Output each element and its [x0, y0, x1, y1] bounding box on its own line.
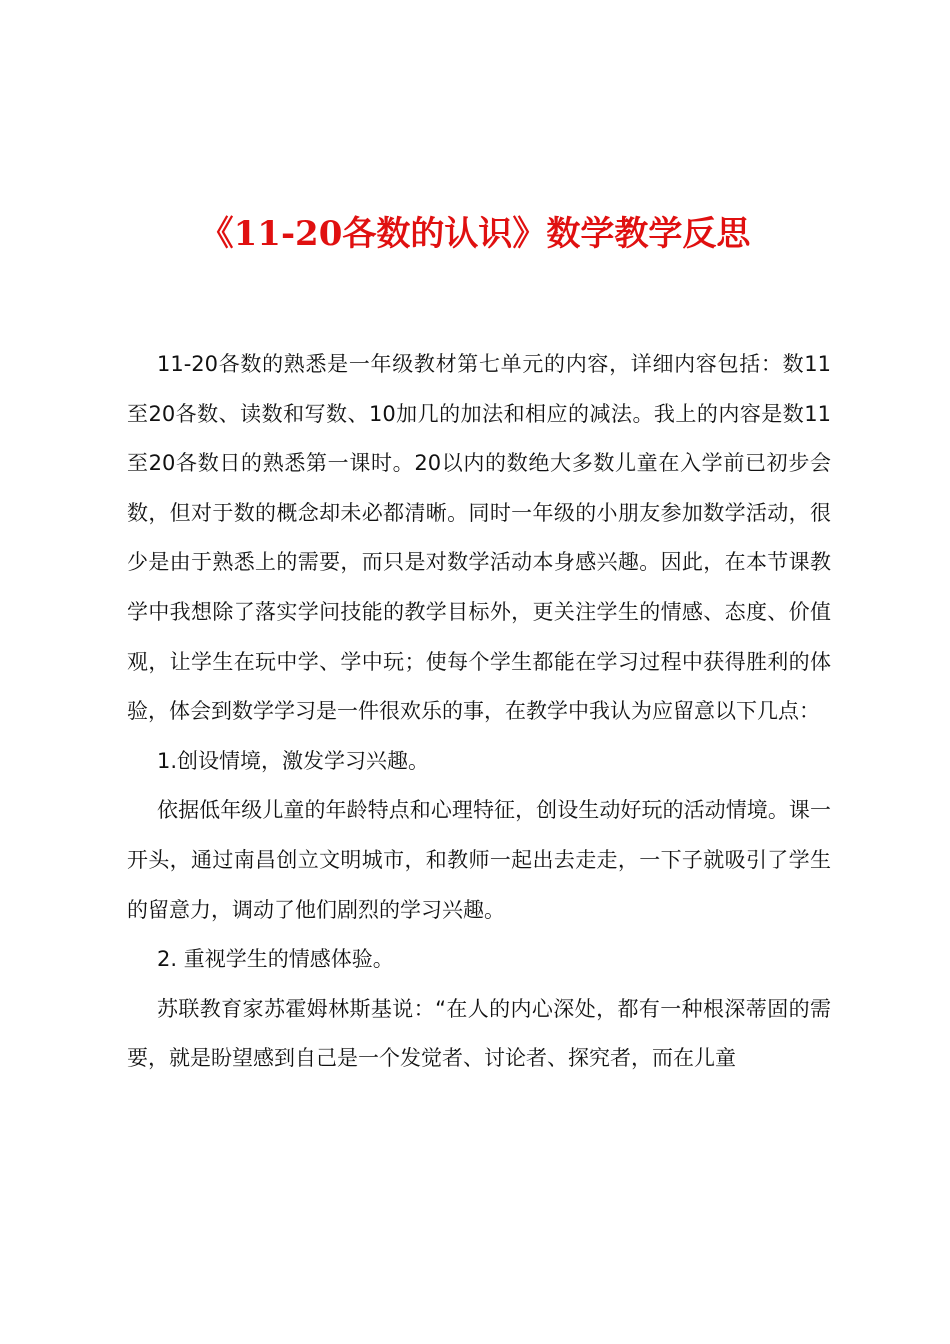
document-title: 《11-20各数的认识》数学教学反思: [199, 214, 751, 254]
document-body: [127, 340, 831, 1084]
paragraph-intro: 11-20各数的熟悉是一年级教材第七单元的内容，详细内容包括：数11至20各数、读数和写数、10加几的加法和相应的减法。我上的内容是数11至20各数日的熟悉第一课时。20以内的数绝大多数儿童在入学前已初步会数，但对于数的概念却未必都清晰。同时一年级的小朋友参加数学活动，很少是由于熟悉上的需要，而只是对数学活动本身感兴趣。因此，在本节课教学中我想除了落实学问技能的教学目标外，更关注学生的情感、态度、价值观，让学生在玩中学、学中玩；使每个学生都能在学习过程中获得胜利的体验，体会到数学学习是一件很欢乐的事，在教学中我认为应留意以下几点：: [127, 352, 831, 724]
paragraph-point-1-heading: 1.创设情境，激发学习兴趣。: [157, 748, 430, 773]
paragraph-point-2-body: 苏联教育家苏霍姆林斯基说：“在人的内心深处，都有一种根深蒂固的需要，就是盼望感到自己是一个发觉者、讨论者、探究者，而在儿童: [127, 996, 831, 1071]
paragraph-point-1-body: 依据低年级儿童的年龄特点和心理特征，创设生动好玩的活动情境。课一开头，通过南昌创立文明城市，和教师一起出去走走，一下子就吸引了学生的留意力，调动了他们剧烈的学习兴趣。: [127, 798, 831, 922]
paragraph-point-2-heading: 2. 重视学生的情感体验。: [157, 947, 394, 972]
